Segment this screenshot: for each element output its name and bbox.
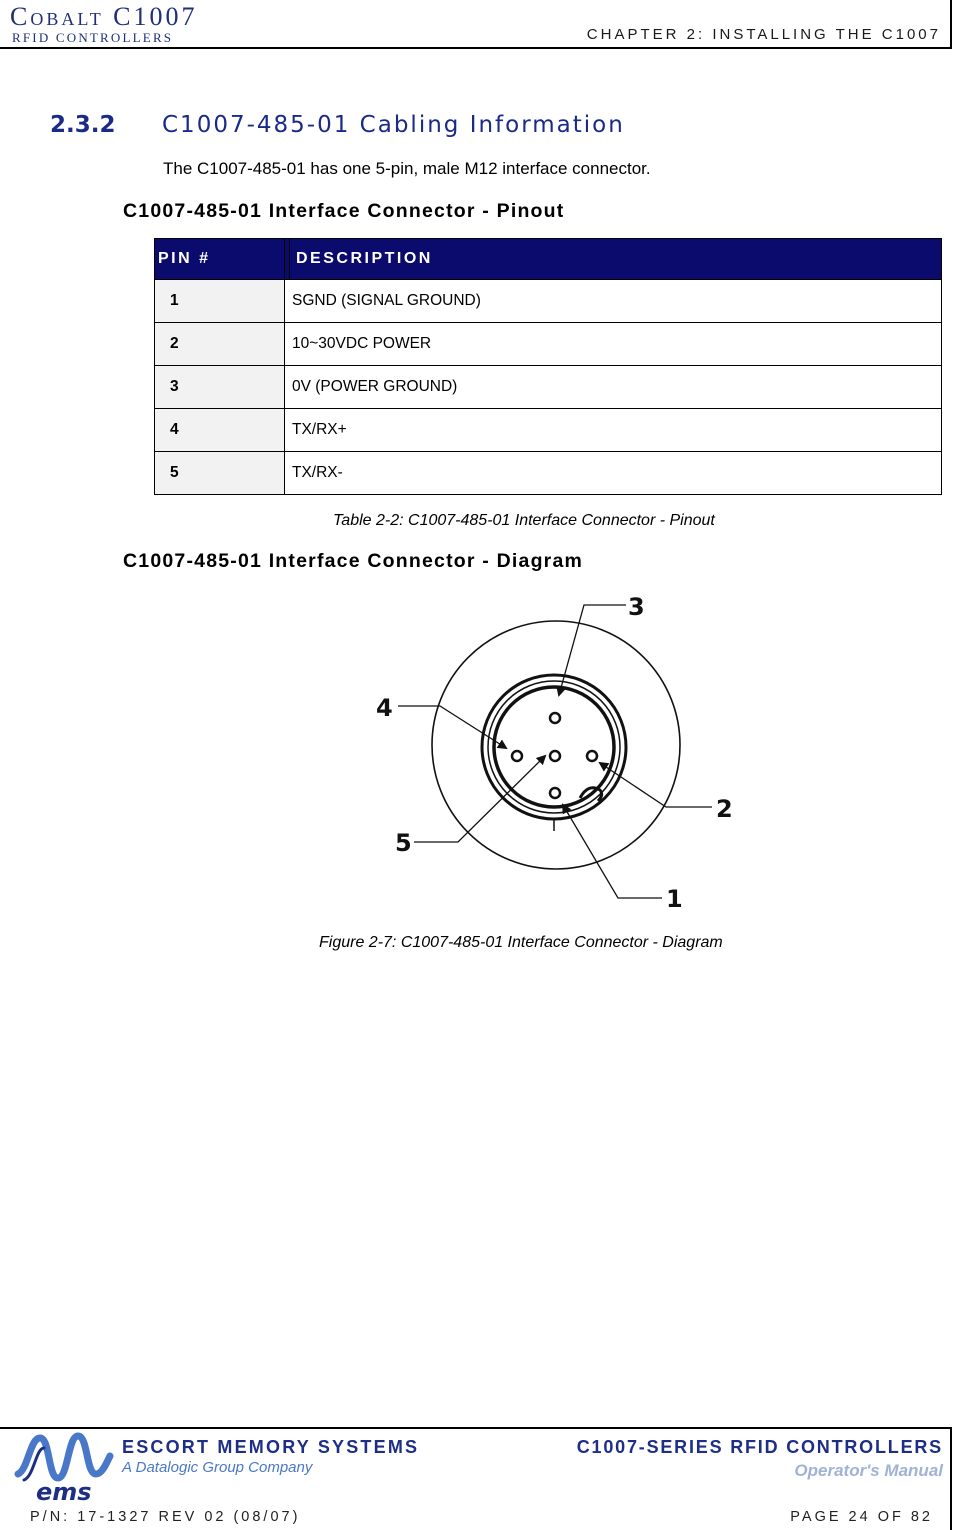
diagram-label-5: 5 <box>395 829 412 857</box>
section-title: C1007-485-01 Cabling Information <box>162 112 625 138</box>
section-intro: The C1007-485-01 has one 5-pin, male M12 interface connector. <box>163 159 651 178</box>
pinout-heading: C1007-485-01 Interface Connector - Pinout <box>123 200 565 222</box>
manual-name: Operator's Manual <box>794 1461 943 1480</box>
diagram-label-1: 1 <box>666 885 683 913</box>
pin-number: 3 <box>155 366 285 409</box>
ems-logo-text: ems <box>36 1478 92 1506</box>
company-name: ESCORT MEMORY SYSTEMS <box>122 1437 420 1457</box>
company-tagline: A Datalogic Group Company <box>122 1459 313 1476</box>
figure-caption: Figure 2-7: C1007-485-01 Interface Connector - Diagram <box>319 934 723 951</box>
footer-edge <box>950 1427 952 1530</box>
pin-description: 10~30VDC POWER <box>285 323 942 366</box>
pin-description: TX/RX- <box>285 452 942 495</box>
table-row <box>155 452 942 495</box>
table-row <box>155 409 942 452</box>
pin-1-contact <box>550 788 560 798</box>
table-header-row <box>155 239 942 280</box>
header-divider <box>0 47 952 49</box>
cobalt-logo-subtitle: RFID CONTROLLERS <box>12 30 174 45</box>
footer-divider <box>0 1427 952 1429</box>
pin-description: TX/RX+ <box>285 409 942 452</box>
table-caption: Table 2-2: C1007-485-01 Interface Connector - Pinout <box>333 512 715 529</box>
pin-description: SGND (SIGNAL GROUND) <box>285 280 942 323</box>
part-number: P/N: 17-1327 REV 02 (08/07) <box>30 1509 301 1525</box>
pin-number: 1 <box>155 280 285 323</box>
table-row <box>155 366 942 409</box>
pin-4-contact <box>512 751 522 761</box>
pin-number: 5 <box>155 452 285 495</box>
leader-line-3 <box>559 605 626 695</box>
diagram-label-2: 2 <box>716 795 733 823</box>
pin-3-contact <box>550 713 560 723</box>
pinout-table <box>154 238 942 495</box>
column-header-description: DESCRIPTION <box>290 239 942 280</box>
diagram-label-3: 3 <box>628 593 645 621</box>
table-row <box>155 323 942 366</box>
column-header-pin: PIN # <box>155 239 285 280</box>
section-number: 2.3.2 <box>50 112 116 138</box>
pin-number: 4 <box>155 409 285 452</box>
pin-2-contact <box>587 751 597 761</box>
table-row <box>155 280 942 323</box>
cobalt-logo-title: Cobalt C1007 <box>10 2 198 31</box>
pin-description: 0V (POWER GROUND) <box>285 366 942 409</box>
connector-pins <box>512 713 597 798</box>
chapter-title: CHAPTER 2: INSTALLING THE C1007 <box>586 26 941 43</box>
pin-5-contact <box>550 751 560 761</box>
pin-number: 2 <box>155 323 285 366</box>
product-name: C1007-SERIES RFID CONTROLLERS <box>576 1437 943 1457</box>
diagram-heading: C1007-485-01 Interface Connector - Diagram <box>123 550 584 572</box>
connector-diagram <box>366 585 742 915</box>
header-edge <box>950 0 952 49</box>
page-number: PAGE 24 OF 82 <box>790 1509 933 1525</box>
diagram-label-4: 4 <box>376 694 393 722</box>
leader-line-1 <box>563 805 662 898</box>
